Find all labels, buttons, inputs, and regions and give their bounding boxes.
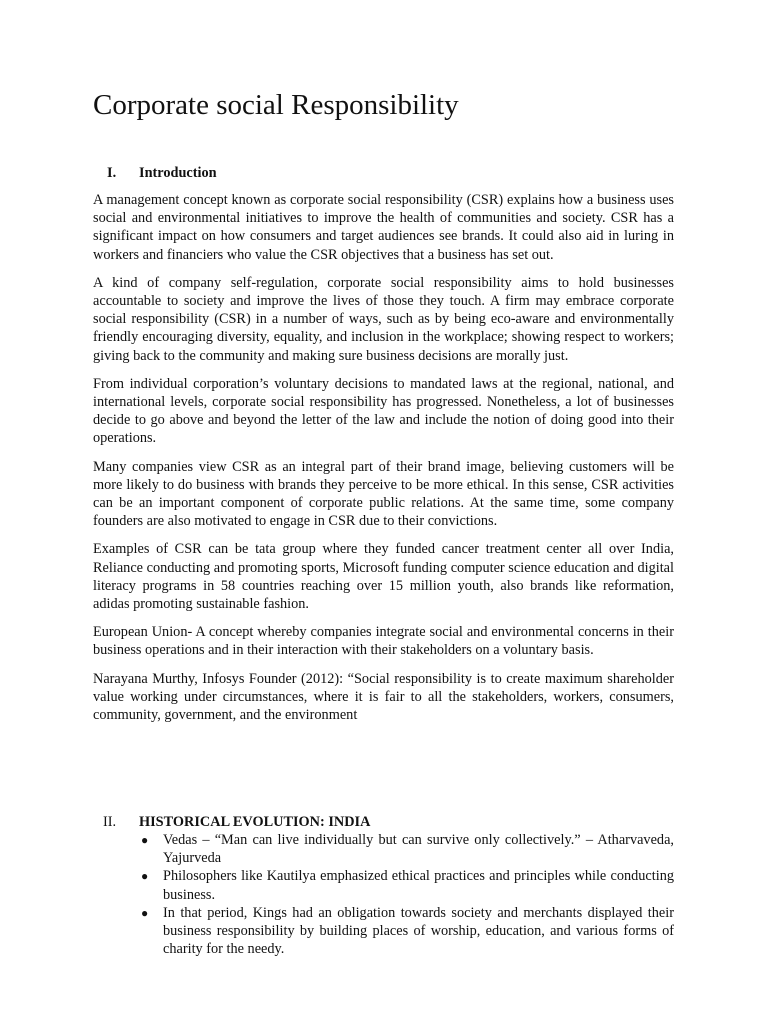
- list-item: [139, 831, 674, 867]
- list-item: [139, 867, 674, 903]
- body-text: [93, 191, 674, 734]
- section-heading-introduction: [93, 164, 217, 182]
- section-title: HISTORICAL EVOLUTION: INDIA: [139, 814, 371, 830]
- section-number: I.: [107, 165, 117, 181]
- bullet-list: [139, 831, 674, 958]
- bullet-icon: ●: [141, 869, 149, 884]
- paragraph: A management concept known as corporate social responsibility (CSR) explains how a business uses social and environmental initiatives to improve the health of communities and society. CSR has a significant impact on how consumers and target audiences see brands. It could also aid in luring in workers and financiers who value the CSR objectives that a business has set out.: [93, 192, 674, 263]
- paragraph: Examples of CSR can be tata group where they funded cancer treatment center all over India, Reliance conducting and promoting sports, Microsoft funding computer science education and digital literacy programs in 58 countries reaching over 15 million youth, also brands like reformation, adidas promoting sustainable fashion.: [93, 541, 674, 613]
- section-heading-historical-evolution: [93, 813, 370, 831]
- list-item-text: Philosophers like Kautilya emphasized ethical practices and principles while conducting business.: [163, 868, 674, 903]
- document-title: Corporate social Responsibility: [93, 89, 459, 121]
- bullet-icon: ●: [141, 905, 149, 920]
- paragraph: From individual corporation’s voluntary decisions to mandated laws at the regional, national, and international levels, corporate social responsibility has progressed. Nonetheless, a lot of businesses decide to go above and beyond the letter of the law and include the notion of doing good into their operations.: [93, 375, 674, 447]
- paragraph: European Union- A concept whereby companies integrate social and environmental concerns in their business operations and in their interaction with their stakeholders on a voluntary basis.: [93, 624, 674, 659]
- section-number: II.: [103, 814, 117, 830]
- list-item-text: In that period, Kings had an obligation towards society and merchants displayed their business responsibility by building places of worship, education, and various forms of charity for the needy.: [163, 904, 674, 958]
- list-item: [139, 904, 674, 959]
- bullet-icon: ●: [141, 833, 149, 847]
- list-item-text: Vedas – “Man can live individually but can survive only collectively.” – Atharvaveda, Yajurveda: [163, 832, 674, 867]
- paragraph: A kind of company self-regulation, corporate social responsibility aims to hold businesses accountable to society and improve the lives of those they touch. A firm may embrace corporate social responsibility (CSR) in a number of ways, such as by being eco-aware and environmentally friendly encouraging diversity, equality, and inclusion in the workplace; showing respect to workers; giving back to the community and making sure business decisions are morally just.: [93, 274, 674, 364]
- paragraph: Narayana Murthy, Infosys Founder (2012): “Social responsibility is to create maximum shareholder value working under circumstances, where it is fair to all the stakeholders, workers, consumers, community, government, and the environment: [93, 670, 674, 724]
- paragraph: Many companies view CSR as an integral part of their brand image, believing customers will be more likely to do business with brands they perceive to be more ethical. In this sense, CSR activities can be an important component of corporate public relations. At the same time, some company founders are also motivated to engage in CSR due to their convictions.: [93, 458, 674, 530]
- section-title: Introduction: [139, 165, 217, 181]
